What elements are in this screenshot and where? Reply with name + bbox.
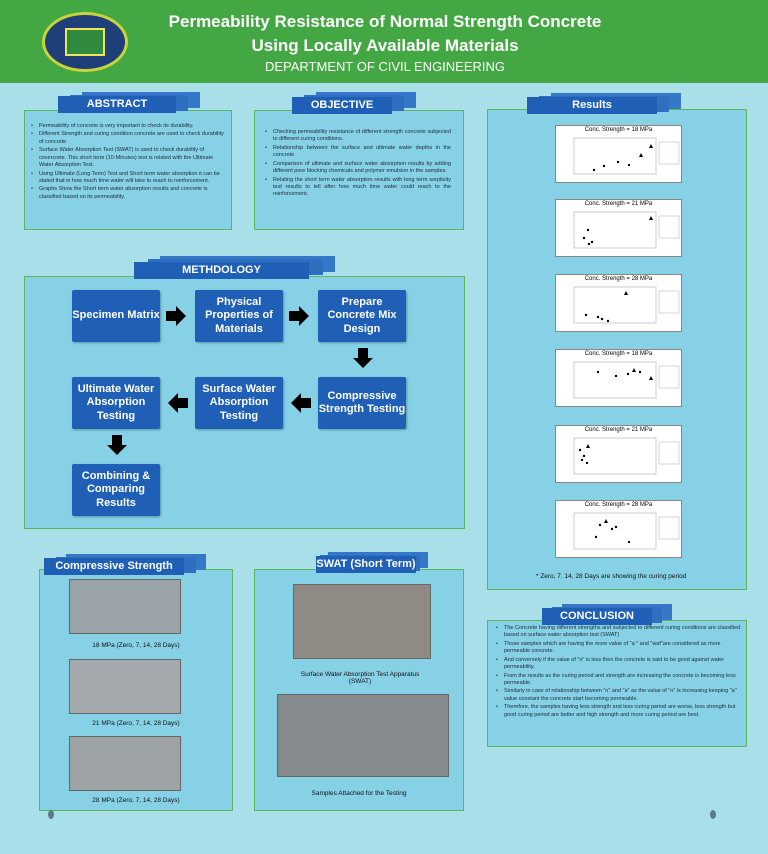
corner-pin [710, 810, 716, 819]
abstract-panel [24, 110, 232, 230]
caption-swat-apparatus: Surface Water Absorption Test Apparatus (SWAT) [300, 671, 420, 685]
swat-samples-photo [277, 694, 449, 777]
results-chart-6 [555, 500, 682, 558]
swat-heading: SWAT (Short Term) [316, 556, 416, 573]
list-item: • And conversely if the value of "n" is less then the concrete is said to be good against water permeability. [496, 657, 742, 672]
objective-heading: OBJECTIVE [292, 97, 392, 114]
objective-list [265, 129, 451, 200]
abstract-list [31, 123, 227, 202]
department-name: DEPARTMENT OF CIVIL ENGINEERING [264, 59, 506, 74]
chart-title: Conc. Strength = 28 MPa [584, 276, 653, 282]
results-heading: Results [527, 97, 657, 114]
list-item: • Similarly in case of relationship between "n" and "a" as the value of "n" is increasing keeping "a" value constant the concrete start becoming permeable. [496, 688, 742, 703]
results-chart-5 [555, 425, 682, 483]
cylinder-samples-photo-18 [69, 579, 181, 634]
abstract-heading: ABSTRACT [58, 96, 176, 113]
university-logo-icon [42, 12, 128, 72]
objective-panel [254, 110, 464, 230]
conclusion-panel [487, 620, 747, 747]
chart-title: Conc. Strength = 18 MPa [584, 127, 653, 133]
list-item: • Relating the short term water absorption results with long term sorptivity test results to tell after how much time water could reach to the reinforcement. [265, 177, 451, 199]
step-mix-design: Prepare Concrete Mix Design [318, 290, 406, 342]
step-combining-results: Combining & Comparing Results [72, 464, 160, 516]
arrow-down-icon [107, 435, 127, 455]
list-item: • Relationship between the surface and ultimate water depths in the concrete [265, 145, 451, 160]
cylinder-samples-photo-28 [69, 736, 181, 791]
header-bar [0, 0, 768, 83]
list-item: • Different Strength and curing condition concrete are used to check durability of concrete [31, 131, 227, 146]
conclusion-list [496, 625, 742, 720]
step-surface-absorption: Surface Water Absorption Testing [195, 377, 283, 429]
swat-panel [254, 569, 464, 811]
caption-21mpa: 21 MPa (Zero, 7, 14, 28 Days) [92, 720, 180, 727]
caption-28mpa: 28 MPa (Zero, 7, 14, 28 Days) [92, 797, 180, 804]
arrow-left-icon [168, 393, 188, 413]
caption-samples-attached: Samples Attached for the Testing [311, 790, 407, 797]
list-item: • Those samples which are having the more value of "a " and "waf"are considered as more permeable concrete. [496, 641, 742, 656]
chart-title: Conc. Strength = 21 MPa [584, 201, 653, 207]
results-chart-4 [555, 349, 682, 407]
results-chart-2 [555, 199, 682, 257]
cylinder-samples-photo-21 [69, 659, 181, 714]
caption-18mpa: 18 MPa (Zero, 7, 14, 28 Days) [92, 642, 180, 649]
arrow-left-icon [291, 393, 311, 413]
results-chart-3 [555, 274, 682, 332]
list-item: • Therefore, the samples having less strength and less curing period are worse, less strength but good curing period are better and high strength and more curing period are best. [496, 704, 742, 719]
step-physical-properties: Physical Properties of Materials [195, 290, 283, 342]
arrow-right-icon [166, 306, 186, 326]
compressive-panel [39, 569, 233, 811]
results-chart-1 [555, 125, 682, 183]
chart-title: Conc. Strength = 18 MPa [584, 351, 653, 357]
step-compressive-testing: Compressive Strength Testing [318, 377, 406, 429]
corner-pin [48, 810, 54, 819]
chart-title: Conc. Strength = 28 MPa [584, 502, 653, 508]
results-note: * Zero, 7. 14, 28 Days are showing the curing period [536, 573, 687, 580]
list-item: • Using Ultimate (Long Term) Test and Short term water absorption it can be stated that in how much time water will take to reach to reinforcement. [31, 171, 227, 186]
arrow-right-icon [289, 306, 309, 326]
list-item: • Graphs Show the Short term water absorption results and concrete is classified based on its permeability. [31, 186, 227, 201]
step-specimen-matrix: Specimen Matrix [72, 290, 160, 342]
list-item: • The Concrete having different strengths and subjected to different curing conditions are classified based on surface water absorption test (SWAT) [496, 625, 742, 640]
poster-title-line2: Using Locally Available Materials [251, 36, 519, 55]
poster-title-line1: Permeability Resistance of Normal Strength Concrete [168, 12, 602, 31]
arrow-down-icon [353, 348, 373, 368]
step-ultimate-absorption: Ultimate Water Absorption Testing [72, 377, 160, 429]
swat-apparatus-photo [293, 584, 431, 659]
list-item: • Surface Water Absorption Test (SWAT) is used to check durability of covercrete. This short term (10-Minutes) test is related with the Ultimate Water Absorption Test. [31, 147, 227, 169]
methodology-heading: METHDOLOGY [134, 262, 309, 279]
chart-title: Conc. Strength = 21 MPa [584, 427, 653, 433]
list-item: • From the results as the curing period and strength are increasing the concrete is becoming less permeable. [496, 673, 742, 688]
list-item: • Checking permeability resistance of different strength concrete subjected to different curing conditions. [265, 129, 451, 144]
compressive-heading: Compressive Strength [44, 558, 184, 575]
conclusion-heading: CONCLUSION [542, 608, 652, 625]
list-item: • Permeability of concrete is very important to check its durability. [31, 123, 227, 130]
list-item: • Comparison of ultimate and surface water absorption results by adding different pore blocking chemicals and polymer emulsion in the samples. [265, 161, 451, 176]
